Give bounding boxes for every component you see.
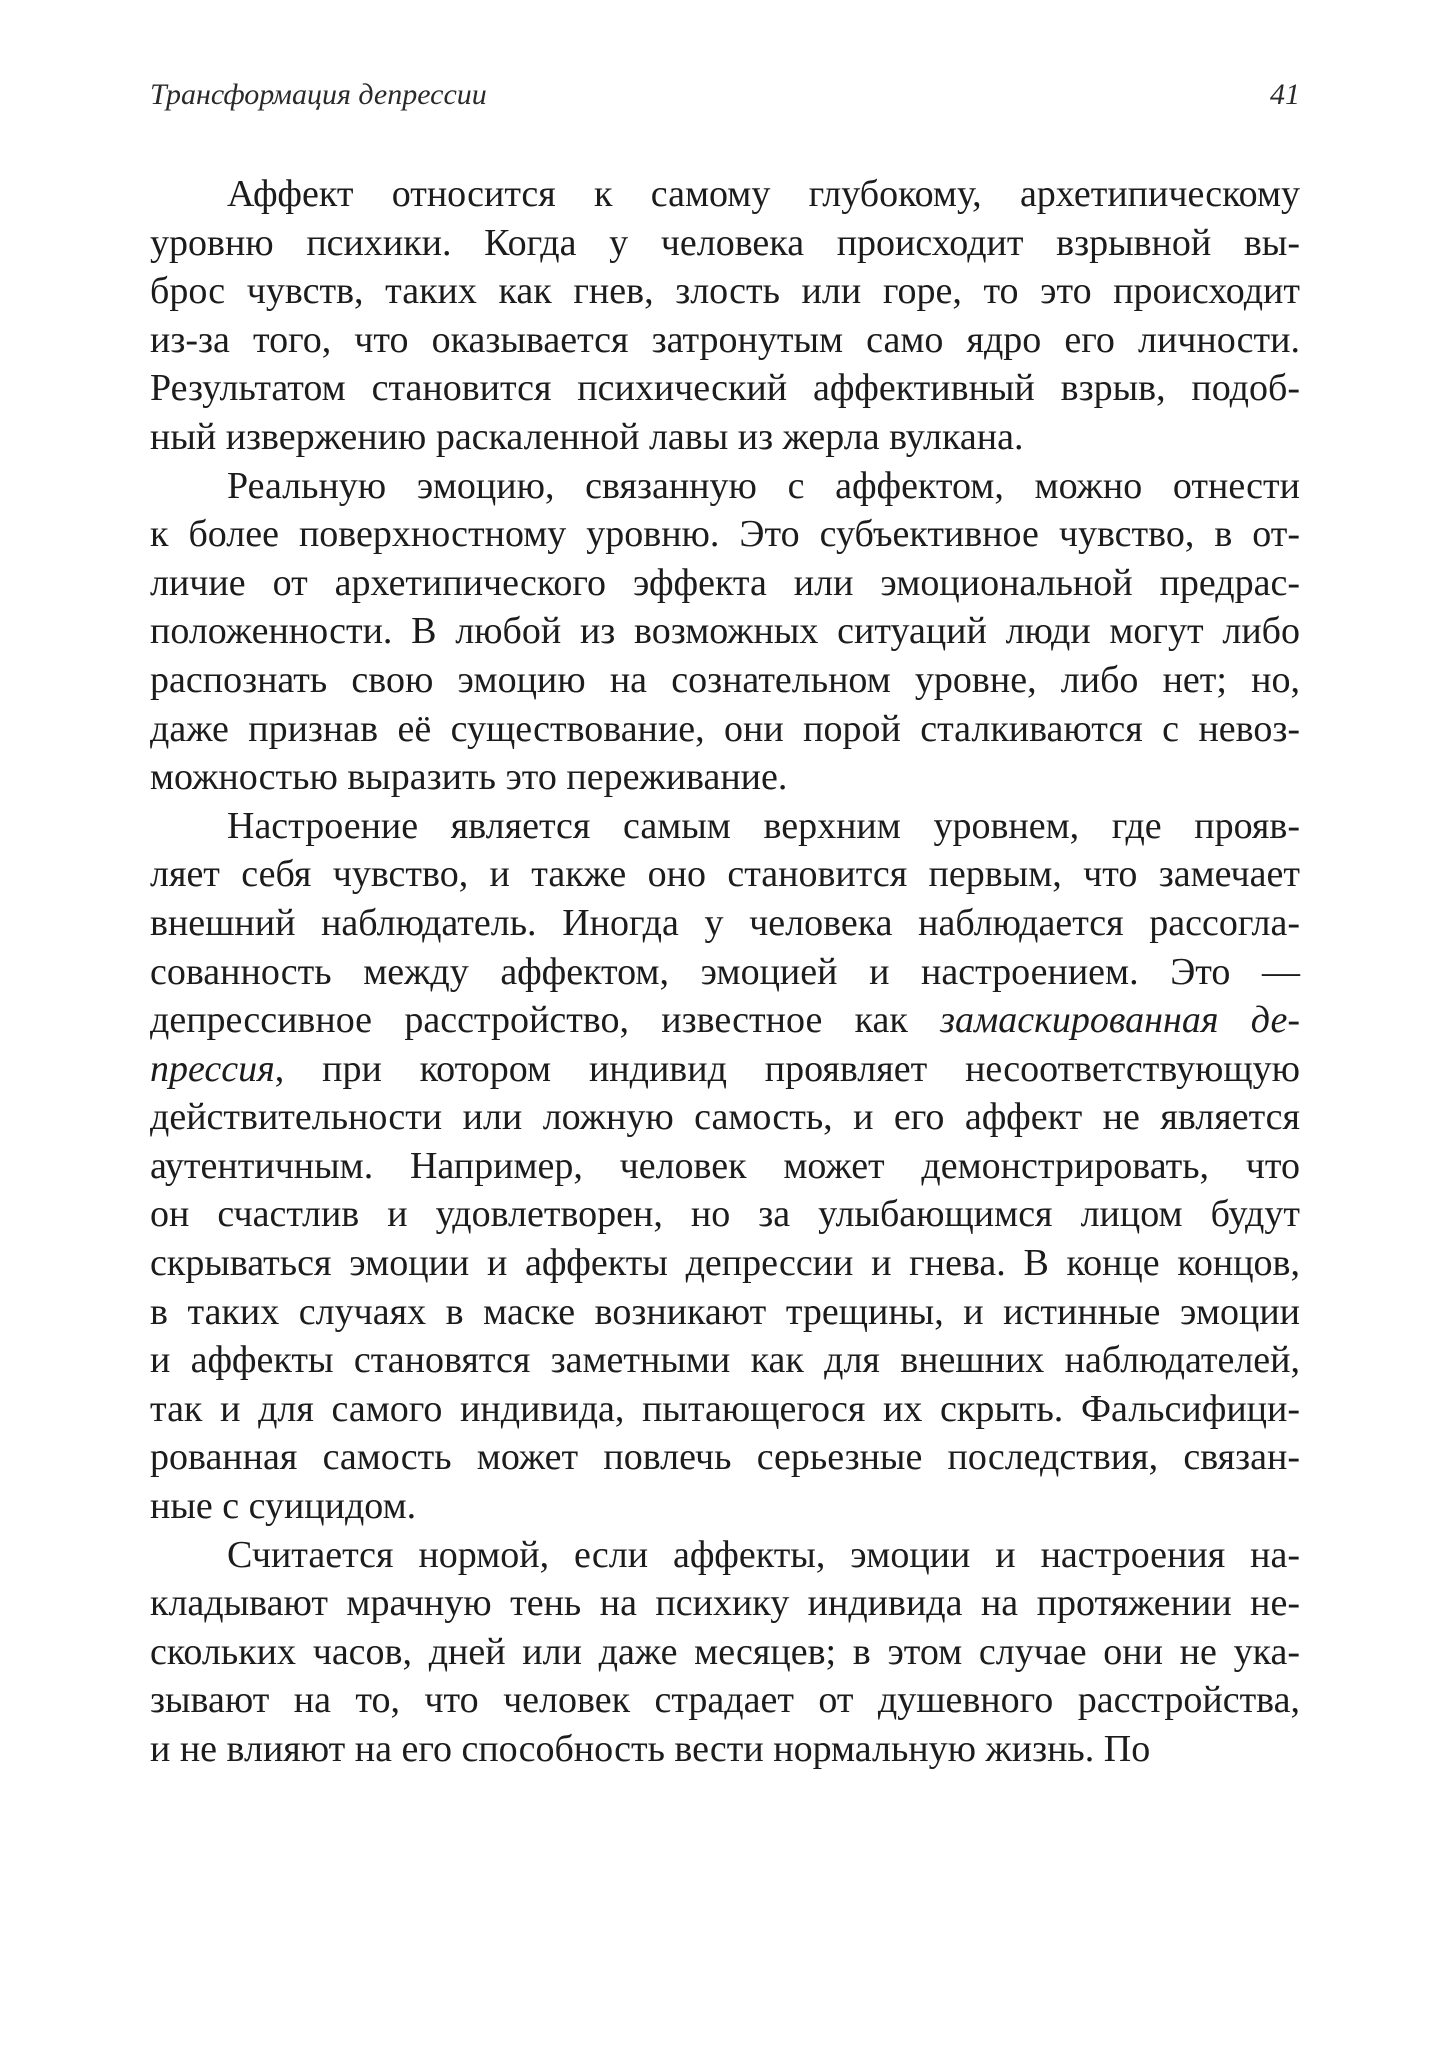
- running-head: [150, 78, 1300, 118]
- italic-term: замаскированная де-: [940, 999, 1300, 1042]
- text-line: уровню психики. Когда у человека происходит взрывной вы-: [150, 221, 1300, 264]
- paragraph: [150, 462, 1300, 802]
- text-line: и не влияют на его способность вести нормальную жизнь. По: [150, 1728, 1151, 1770]
- text-line: личие от архетипического эффекта или эмоциональной предрас-: [150, 561, 1300, 604]
- running-title: Трансформация депрессии: [150, 78, 487, 111]
- page-number: 41: [1270, 78, 1300, 111]
- text-line: и аффекты становятся заметными как для внешних наблюдателей,: [150, 1339, 1300, 1382]
- paragraph: [150, 1531, 1300, 1774]
- text-line: распознать свою эмоцию на сознательном уровне, либо нет; но,: [150, 658, 1300, 701]
- paragraph: [150, 802, 1300, 1531]
- body-text: [150, 170, 1300, 1774]
- text-line: положенности. В любой из возможных ситуаций люди могут либо: [150, 610, 1300, 653]
- text-line: кладывают мрачную тень на психику индивида на протяжении не-: [150, 1582, 1300, 1625]
- text-line: скрываться эмоции и аффекты депрессии и гнева. В конце концов,: [150, 1242, 1300, 1285]
- text-line: сованность между аффектом, эмоцией и настроением. Это —: [150, 950, 1300, 993]
- text-line: в таких случаях в маске возникают трещины, и истинные эмоции: [150, 1290, 1300, 1333]
- paragraph: [150, 170, 1300, 462]
- text-line: можностью выразить это переживание.: [150, 756, 788, 799]
- text-line: он счастлив и удовлетворен, но за улыбающимся лицом будут: [150, 1193, 1300, 1236]
- text-line: ный извержению раскаленной лавы из жерла вулкана.: [150, 415, 1024, 458]
- text-line: прессия, при котором индивид проявляет несоответствующую: [150, 1047, 1300, 1090]
- text-line: аутентичным. Например, человек может демонстрировать, что: [150, 1144, 1300, 1187]
- text-line: из-за того, что оказывается затронутым само ядро его личности.: [150, 318, 1300, 361]
- text-line: Результатом становится психический аффективный взрыв, подоб-: [150, 367, 1300, 410]
- text-line: даже признав её существование, они порой сталкиваются с невоз-: [150, 707, 1300, 750]
- text-line: Аффект относится к самому глубокому, архетипическому: [227, 173, 1300, 215]
- text-line: ные с суицидом.: [150, 1485, 417, 1528]
- text-line: к более поверхностному уровню. Это субъективное чувство, в от-: [150, 513, 1300, 556]
- text-line: внешний наблюдатель. Иногда у человека наблюдается рассогла-: [150, 901, 1300, 944]
- text-line: Считается нормой, если аффекты, эмоции и настроения на-: [227, 1533, 1300, 1576]
- text-line: ляет себя чувство, и также оно становится первым, что замечает: [150, 853, 1300, 896]
- italic-term: прессия: [150, 1047, 275, 1090]
- text-line: скольких часов, дней или даже месяцев; в этом случае они не ука-: [150, 1630, 1300, 1673]
- text-line: зывают на то, что человек страдает от душевного расстройства,: [150, 1679, 1300, 1722]
- text-line: депрессивное расстройство, известное как замаскированная де-: [150, 999, 1300, 1042]
- text-line: Настроение является самым верхним уровнем, где прояв-: [227, 804, 1300, 847]
- text-line: брос чувств, таких как гнев, злость или горе, то это происходит: [150, 270, 1300, 313]
- text-line: так и для самого индивида, пытающегося их скрыть. Фальсифици-: [150, 1387, 1300, 1430]
- text-line: Реальную эмоцию, связанную с аффектом, можно отнести: [227, 464, 1300, 507]
- text-line: рованная самость может повлечь серьезные последствия, связан-: [150, 1436, 1300, 1479]
- text-line: действительности или ложную самость, и его аффект не является: [150, 1096, 1300, 1139]
